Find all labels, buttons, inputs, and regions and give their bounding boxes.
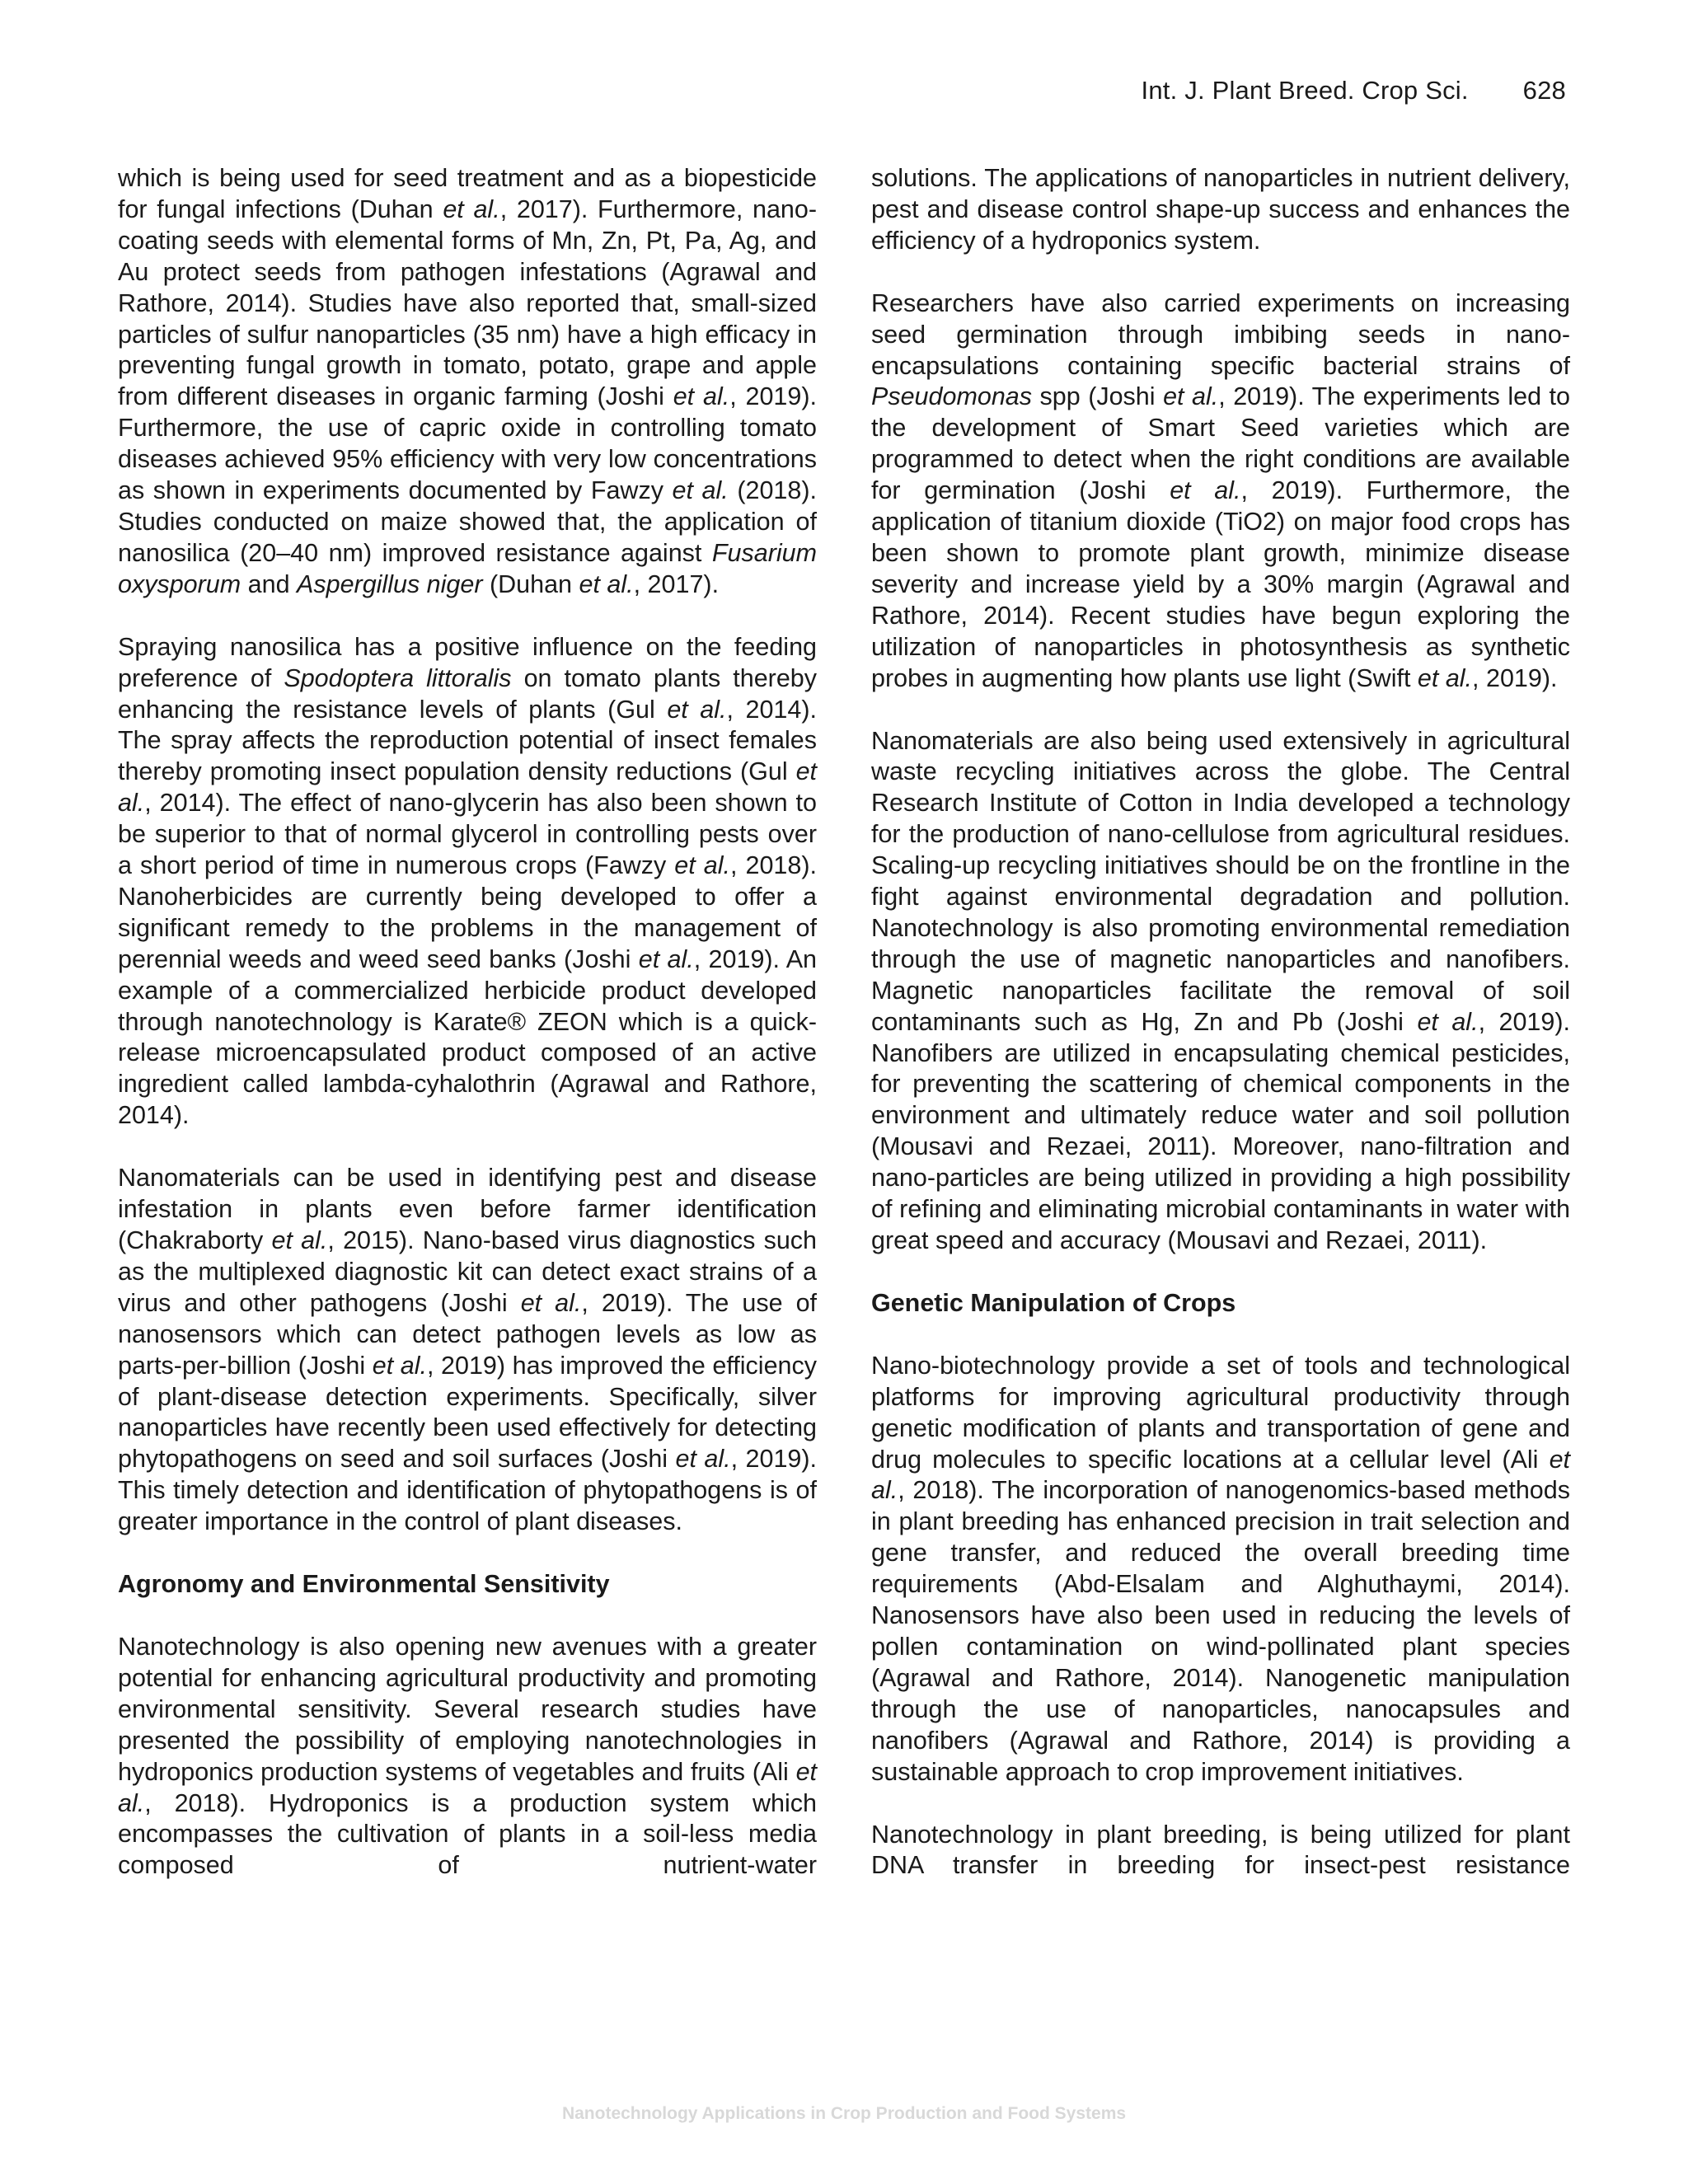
italic-text: Spodoptera littoralis bbox=[284, 663, 512, 692]
paragraph: Nanotechnology in plant breeding, is being utilized for plant DNA transfer in breeding for insect-pest resistance bbox=[871, 1820, 1570, 1880]
italic-text: Pseudomonas bbox=[871, 382, 1032, 411]
italic-text: et al. bbox=[271, 1226, 328, 1254]
italic-text: et al. bbox=[1417, 663, 1473, 692]
section-heading: Agronomy and Environmental Sensitivity bbox=[118, 1570, 610, 1599]
paragraph: which is being used for seed treatment and as a biopesticide for fungal infections (Duhan et al., 2017). Furthermore, nano-coating seeds with elemental forms of Mn, Zn, Pt, Pa, Ag, and Au protect seeds from pathogen infestations (Agrawal and Rathore, 2014). Studies have also reported that, small-sized particles of sulfur nanoparticles (35 nm) have a high efficacy in preventing fungal growth in tomato, potato, grape and apple from different diseases in organic farming (Joshi et al., 2019). Furthermore, the use of capric oxide in controlling tomato diseases achieved 95% efficiency with very low concentrations as shown in experiments documented by Fawzy et al. (2018). Studies conducted on maize showed that, the application of nanosilica (20–40 nm) improved resistance against Fusarium oxysporum and Aspergillus niger (Duhan et al., 2017). bbox=[118, 164, 817, 598]
italic-text: et al. bbox=[871, 1445, 1570, 1505]
running-header bbox=[1142, 76, 1566, 105]
italic-text: Aspergillus niger bbox=[297, 569, 483, 598]
italic-text: et al. bbox=[118, 1757, 817, 1817]
page-footer: Nanotechnology Applications in Crop Production and Food Systems bbox=[561, 2104, 1127, 2123]
italic-text: et al. bbox=[1170, 476, 1241, 505]
italic-text: et al. bbox=[443, 194, 500, 223]
italic-text: et al. bbox=[520, 1288, 582, 1317]
italic-text: et al. bbox=[674, 851, 730, 880]
paragraph: Nanomaterials can be used in identifying pest and disease infestation in plants even before farmer identification (Chakraborty et al., 2015). Nano-based virus diagnostics such as the multiplexed diagnostic kit can detect exact strains of a virus and other pathogens (Joshi et al., 2019). The use of nanosensors which can detect pathogen levels as low as parts-per-billion (Joshi et al., 2019) has improved the efficiency of plant-disease detection experiments. Specifically, silver nanoparticles have recently been used effectively for detecting phytopathogens on seed and soil surfaces (Joshi et al., 2019). This timely detection and identification of phytopathogens is of greater importance in the control of plant diseases. bbox=[118, 1164, 818, 1536]
paragraph: Spraying nanosilica has a positive influence on the feeding preference of Spodoptera littoralis on tomato plants thereby enhancing the resistance levels of plants (Gul et al., 2014). The spray affects the reproduction potential of insect females thereby promoting insect population density reductions (Gul et al., 2014). The effect of nano-glycerin has also been shown to be superior to that of normal glycerol in controlling pests over a short period of time in numerous crops (Fawzy et al., 2018). Nanoherbicides are currently being developed to offer a significant remedy to the problems in the management of perennial weeds and weed seed banks (Joshi et al., 2019). An example of a commercialized herbicide product developed through nanotechnology is Karate® ZEON which is a quick-release microencapsulated product composed of an active ingredient called lambda-cyhalothrin (Agrawal and Rathore, 2014). bbox=[118, 632, 818, 1130]
italic-text: et al. bbox=[638, 944, 694, 973]
paragraph: Nanomaterials are also being used extensively in agricultural waste recycling initiatives across the globe. The Central Research Institute of Cotton in India developed a technology for the production of nano-cellulose from agricultural residues. Scaling-up recycling initiatives should be on the frontline in the fight against environmental degradation and pollution. Nanotechnology is also promoting environmental remediation through the use of magnetic nanoparticles and nanofibers. Magnetic nanoparticles facilitate the removal of soil contaminants such as Hg, Zn and Pb (Joshi et al., 2019). Nanofibers are utilized in encapsulating chemical pesticides, for preventing the scattering of chemical components in the environment and ultimately reduce water and soil pollution (Mousavi and Rezaei, 2011). Moreover, nano-filtration and nano-particles are being utilized in providing a high possibility of refining and eliminating microbial contaminants in water with great speed and accuracy (Mousavi and Rezaei, 2011). bbox=[871, 726, 1570, 1254]
page-number: 628 bbox=[1522, 76, 1566, 105]
right-column bbox=[871, 163, 1570, 1882]
italic-text: et al. bbox=[1163, 382, 1219, 411]
journal-title: Int. J. Plant Breed. Crop Sci. bbox=[1141, 76, 1469, 105]
italic-text: et al. bbox=[672, 476, 729, 505]
paragraph: Nanotechnology is also opening new avenues with a greater potential for enhancing agricultural productivity and promoting environmental sensitivity. Several research studies have presented the possibility of employing nanotechnologies in hydroponics production systems of vegetables and fruits (Ali et al., 2018). Hydroponics is a production system which encompasses the cultivation of plants in a soil-less media composed of nutrient-water bbox=[118, 1632, 817, 1880]
italic-text: et al. bbox=[1417, 1007, 1479, 1036]
italic-text: et al. bbox=[372, 1351, 427, 1380]
italic-text: et al. bbox=[118, 757, 817, 818]
paragraph: Nano-biotechnology provide a set of tools and technological platforms for improving agricultural productivity through genetic modification of plants and transportation of gene and drug molecules to specific locations at a cellular level (Ali et al., 2018). The incorporation of nanogenomics-based methods in plant breeding has enhanced precision in trait selection and gene transfer, and reduced the overall breeding time requirements (Abd-Elsalam and Alghuthaymi, 2014). Nanosensors have also been used in reducing the levels of pollen contamination on wind-pollinated plant species (Agrawal and Rathore, 2014). Nanogenetic manipulation through the use of nanoparticles, nanocapsules and nanofibers (Agrawal and Rathore, 2014) is providing a sustainable approach to crop improvement initiatives. bbox=[871, 1351, 1570, 1786]
left-column bbox=[118, 163, 817, 1882]
italic-text: et al. bbox=[579, 569, 634, 598]
italic-text: et al. bbox=[675, 1445, 731, 1474]
italic-text: Fusarium oxysporum bbox=[118, 538, 817, 598]
paragraph: Researchers have also carried experiments on increasing seed germination through imbibing seeds in nano-encapsulations containing specific bacterial strains of Pseudomonas spp (Joshi et al., 2019). The experiments led to the development of Smart Seed varieties which are programmed to detect when the right conditions are available for germination (Joshi et al., 2019). Furthermore, the application of titanium dioxide (TiO2) on major food crops has been shown to promote plant growth, minimize disease severity and increase yield by a 30% margin (Agrawal and Rathore, 2014). Recent studies have begun exploring the utilization of nanoparticles in photosynthesis as synthetic probes in augmenting how plants use light (Swift et al., 2019). bbox=[871, 288, 1570, 692]
italic-text: et al. bbox=[673, 382, 730, 411]
section-heading: Genetic Manipulation of Crops bbox=[871, 1288, 1236, 1317]
italic-text: et al. bbox=[667, 695, 727, 724]
paragraph: solutions. The applications of nanoparticles in nutrient delivery, pest and disease control shape-up success and enhances the efficiency of a hydroponics system. bbox=[871, 164, 1570, 255]
